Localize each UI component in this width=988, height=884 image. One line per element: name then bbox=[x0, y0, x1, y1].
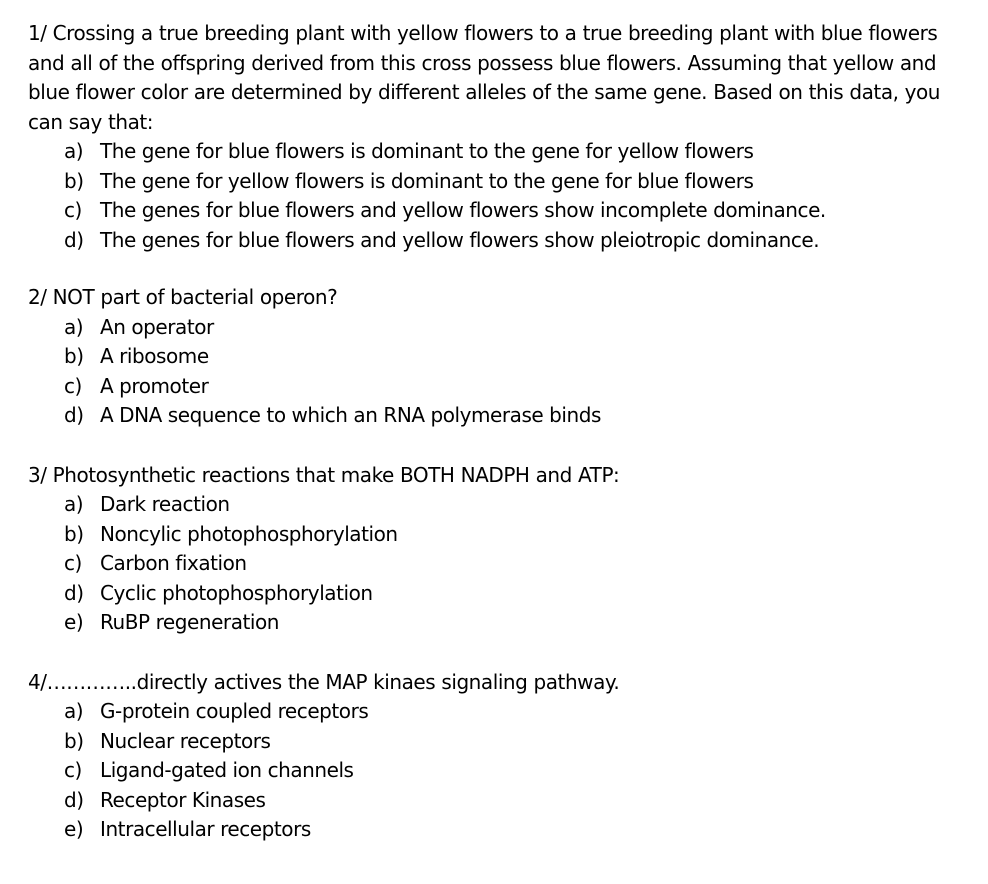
question-2-option-d bbox=[64, 401, 968, 431]
option-letter: b) bbox=[64, 168, 84, 193]
option-letter: a) bbox=[64, 699, 84, 723]
option-text: Nuclear receptors bbox=[100, 728, 271, 753]
option-text: The genes for blue flowers and yellow flowers show incomplete dominance. bbox=[100, 198, 826, 222]
option-text: A DNA sequence to which an RNA polymerase binds bbox=[100, 403, 601, 427]
question-2-options bbox=[28, 313, 968, 431]
option-letter: a) bbox=[64, 314, 84, 339]
question-1-option-a bbox=[64, 137, 968, 167]
option-text: The genes for blue flowers and yellow flowers show pleiotropic dominance. bbox=[100, 227, 820, 252]
option-text: A promoter bbox=[100, 373, 209, 398]
question-1-option-c bbox=[64, 196, 968, 226]
question-4-option-c bbox=[64, 756, 968, 786]
option-letter: e) bbox=[64, 610, 84, 634]
option-text: A ribosome bbox=[100, 344, 209, 368]
question-1-option-b bbox=[64, 167, 968, 197]
question-1-option-d bbox=[64, 226, 968, 256]
question-4-option-e bbox=[64, 815, 968, 845]
question-2-option-c bbox=[64, 372, 968, 402]
option-letter: c) bbox=[64, 551, 82, 575]
option-letter: d) bbox=[64, 580, 84, 605]
question-4-option-b bbox=[64, 727, 968, 757]
option-letter: a) bbox=[64, 139, 84, 163]
question-2 bbox=[28, 283, 968, 431]
question-4-option-a bbox=[64, 697, 968, 727]
option-letter: c) bbox=[64, 373, 82, 398]
option-text: Intracellular receptors bbox=[100, 817, 311, 841]
question-2-stem: 2/ NOT part of bacterial operon? bbox=[28, 285, 338, 309]
question-3-stem: 3/ Photosynthetic reactions that make BOTH NADPH and ATP: bbox=[28, 462, 620, 487]
option-text: An operator bbox=[100, 314, 214, 339]
option-text: G-protein coupled receptors bbox=[100, 699, 369, 723]
question-4-stem: 4/…………..directly actives the MAP kinaes signaling pathway. bbox=[28, 669, 620, 694]
question-4 bbox=[28, 668, 968, 845]
option-letter: d) bbox=[64, 787, 84, 812]
option-text: Ligand-gated ion channels bbox=[100, 758, 354, 782]
question-3-option-a bbox=[64, 490, 968, 520]
question-3-option-c bbox=[64, 549, 968, 579]
option-letter: c) bbox=[64, 198, 82, 222]
question-1-options bbox=[28, 137, 968, 255]
question-3-options bbox=[28, 490, 968, 638]
option-letter: b) bbox=[64, 344, 84, 368]
question-2-option-a bbox=[64, 313, 968, 343]
option-text: Dark reaction bbox=[100, 492, 230, 516]
question-4-option-d bbox=[64, 786, 968, 816]
option-text: RuBP regeneration bbox=[100, 610, 280, 634]
option-letter: b) bbox=[64, 521, 84, 546]
question-3-option-e bbox=[64, 608, 968, 638]
option-letter: d) bbox=[64, 403, 84, 427]
option-text: The gene for yellow flowers is dominant to the gene for blue flowers bbox=[100, 168, 754, 193]
option-letter: a) bbox=[64, 492, 84, 516]
question-3-option-b bbox=[64, 520, 968, 550]
option-text: The gene for blue flowers is dominant to the gene for yellow flowers bbox=[100, 139, 754, 163]
option-text: Noncylic photophosphorylation bbox=[100, 521, 398, 546]
option-letter: b) bbox=[64, 728, 84, 753]
option-text: Receptor Kinases bbox=[100, 787, 266, 812]
question-1 bbox=[28, 19, 968, 255]
option-letter: e) bbox=[64, 817, 84, 841]
document-body bbox=[28, 19, 968, 845]
option-text: Cyclic photophosphorylation bbox=[100, 580, 373, 605]
question-1-stem: 1/ Crossing a true breeding plant with yellow flowers to a true breeding plant with blue flowers and all of the offspring derived from this cross possess blue flowers. Assuming that yellow and blue flower color are determined by different alleles of the same gene. Based on this data, you can say that: bbox=[28, 21, 941, 134]
question-2-option-b bbox=[64, 342, 968, 372]
option-letter: d) bbox=[64, 227, 84, 252]
question-4-options bbox=[28, 697, 968, 845]
question-3 bbox=[28, 461, 968, 638]
option-letter: c) bbox=[64, 758, 82, 782]
option-text: Carbon fixation bbox=[100, 551, 247, 575]
question-3-option-d bbox=[64, 579, 968, 609]
